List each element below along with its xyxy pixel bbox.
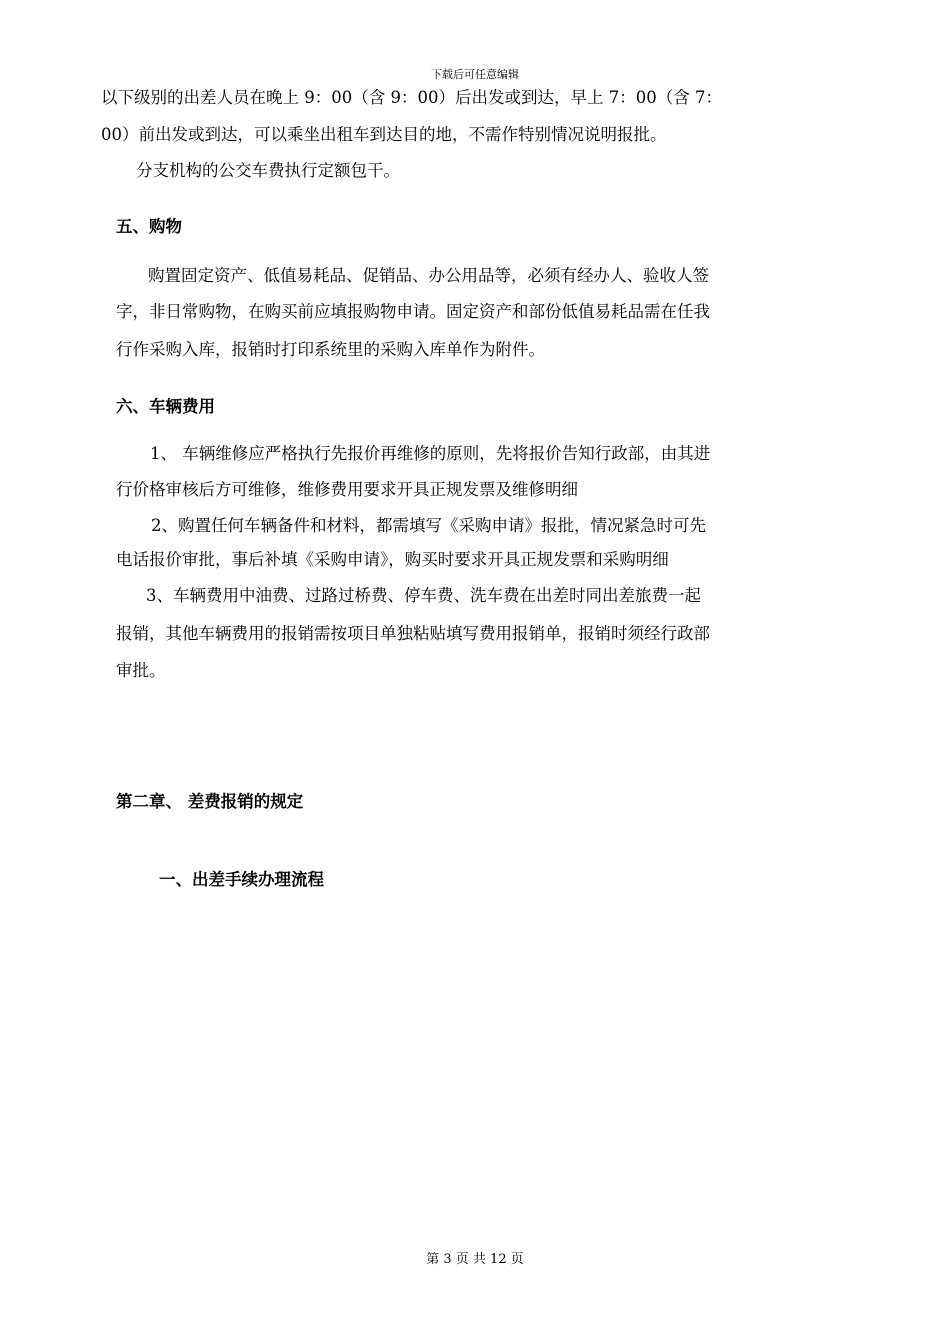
chapter-2-subheading: 一、出差手续办理流程: [159, 870, 324, 889]
page-footer: 第 3 页 共 12 页: [426, 1252, 524, 1267]
section-6-line: 1、 车辆维修应严格执行先报价再维修的原则，先将报价告知行政部，由其进: [150, 444, 711, 463]
section-5-heading: 五、购物: [116, 217, 182, 236]
section-5-line: 字，非日常购物，在购买前应填报购物申请。固定资产和部份低值易耗品需在任我: [116, 302, 710, 321]
section-6-line: 报销，其他车辆费用的报销需按项目单独粘贴填写费用报销单，报销时须经行政部: [116, 624, 710, 643]
intro-line-2: 00）前出发或到达，可以乘坐出租车到达目的地，不需作特别情况说明报批。: [101, 125, 667, 144]
section-5-line: 购置固定资产、低值易耗品、促销品、办公用品等，必须有经办人、验收人签: [148, 266, 709, 285]
section-5-line: 行作采购入库，报销时打印系统里的采购入库单作为附件。: [116, 340, 545, 359]
intro-line-3: 分支机构的公交车费执行定额包干。: [136, 161, 400, 180]
intro-line-1: 以下级别的出差人员在晚上 9：00（含 9：00）后出发或到达，早上 7：00（含 7：: [101, 88, 722, 107]
section-6-line: 审批。: [116, 661, 166, 680]
chapter-2-heading: 第二章、 差费报销的规定: [116, 792, 304, 811]
section-6-heading: 六、车辆费用: [116, 397, 215, 416]
section-6-line: 3、车辆费用中油费、过路过桥费、停车费、洗车费在出差时同出差旅费一起: [146, 586, 701, 605]
section-6-line: 行价格审核后方可维修，维修费用要求开具正规发票及维修明细: [116, 480, 578, 499]
page-header: 下载后可任意编辑: [431, 68, 519, 81]
section-6-line: 电话报价审批，事后补填《采购申请》，购买时要求开具正规发票和采购明细: [116, 550, 669, 569]
section-6-line: 2、购置任何车辆备件和材料，都需填写《采购申请》报批，情况紧急时可先: [151, 516, 706, 535]
